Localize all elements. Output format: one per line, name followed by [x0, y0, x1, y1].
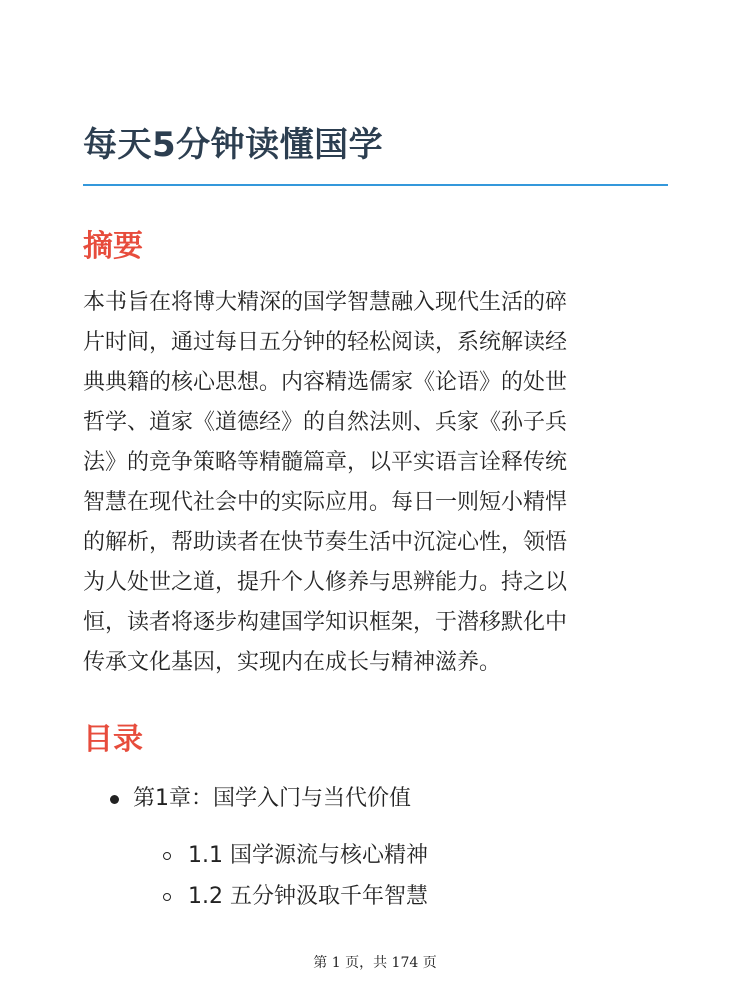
toc-section-1-2[interactable]: 1.2 五分钟汲取千年智慧	[188, 884, 428, 909]
abstract-paragraph	[83, 283, 668, 683]
toc-heading: 目录	[83, 722, 143, 757]
page-number-footer: 第 1 页，共 174 页	[313, 955, 437, 971]
abstract-line: 为人处世之道，提升个人修养与思辨能力。持之以	[83, 570, 568, 595]
abstract-heading: 摘要	[83, 229, 143, 264]
abstract-line: 典典籍的核心思想。内容精选儒家《论语》的处世	[83, 370, 568, 395]
bullet-circle-icon	[163, 852, 171, 860]
abstract-line: 智慧在现代社会中的实际应用。每日一则短小精悍	[83, 490, 568, 515]
abstract-line: 哲学、道家《道德经》的自然法则、兵家《孙子兵	[83, 410, 568, 435]
bullet-circle-icon	[163, 893, 171, 901]
abstract-line: 恒，读者将逐步构建国学知识框架，于潜移默化中	[83, 610, 568, 635]
abstract-line: 的解析，帮助读者在快节奏生活中沉淀心性，领悟	[83, 530, 568, 555]
abstract-line: 传承文化基因，实现内在成长与精神滋养。	[83, 650, 502, 675]
abstract-line: 法》的竞争策略等精髓篇章，以平实语言诠释传统	[83, 450, 568, 475]
abstract-line: 片时间，通过每日五分钟的轻松阅读，系统解读经	[83, 330, 568, 355]
title-divider	[83, 184, 668, 186]
toc-chapter-1[interactable]: 第1章：国学入门与当代价值	[133, 786, 411, 811]
toc-section-1-1[interactable]: 1.1 国学源流与核心精神	[188, 843, 428, 868]
document-title: 每天5分钟读懂国学	[83, 125, 384, 165]
bullet-disc-icon	[110, 795, 119, 804]
abstract-line: 本书旨在将博大精深的国学智慧融入现代生活的碎	[83, 290, 568, 315]
